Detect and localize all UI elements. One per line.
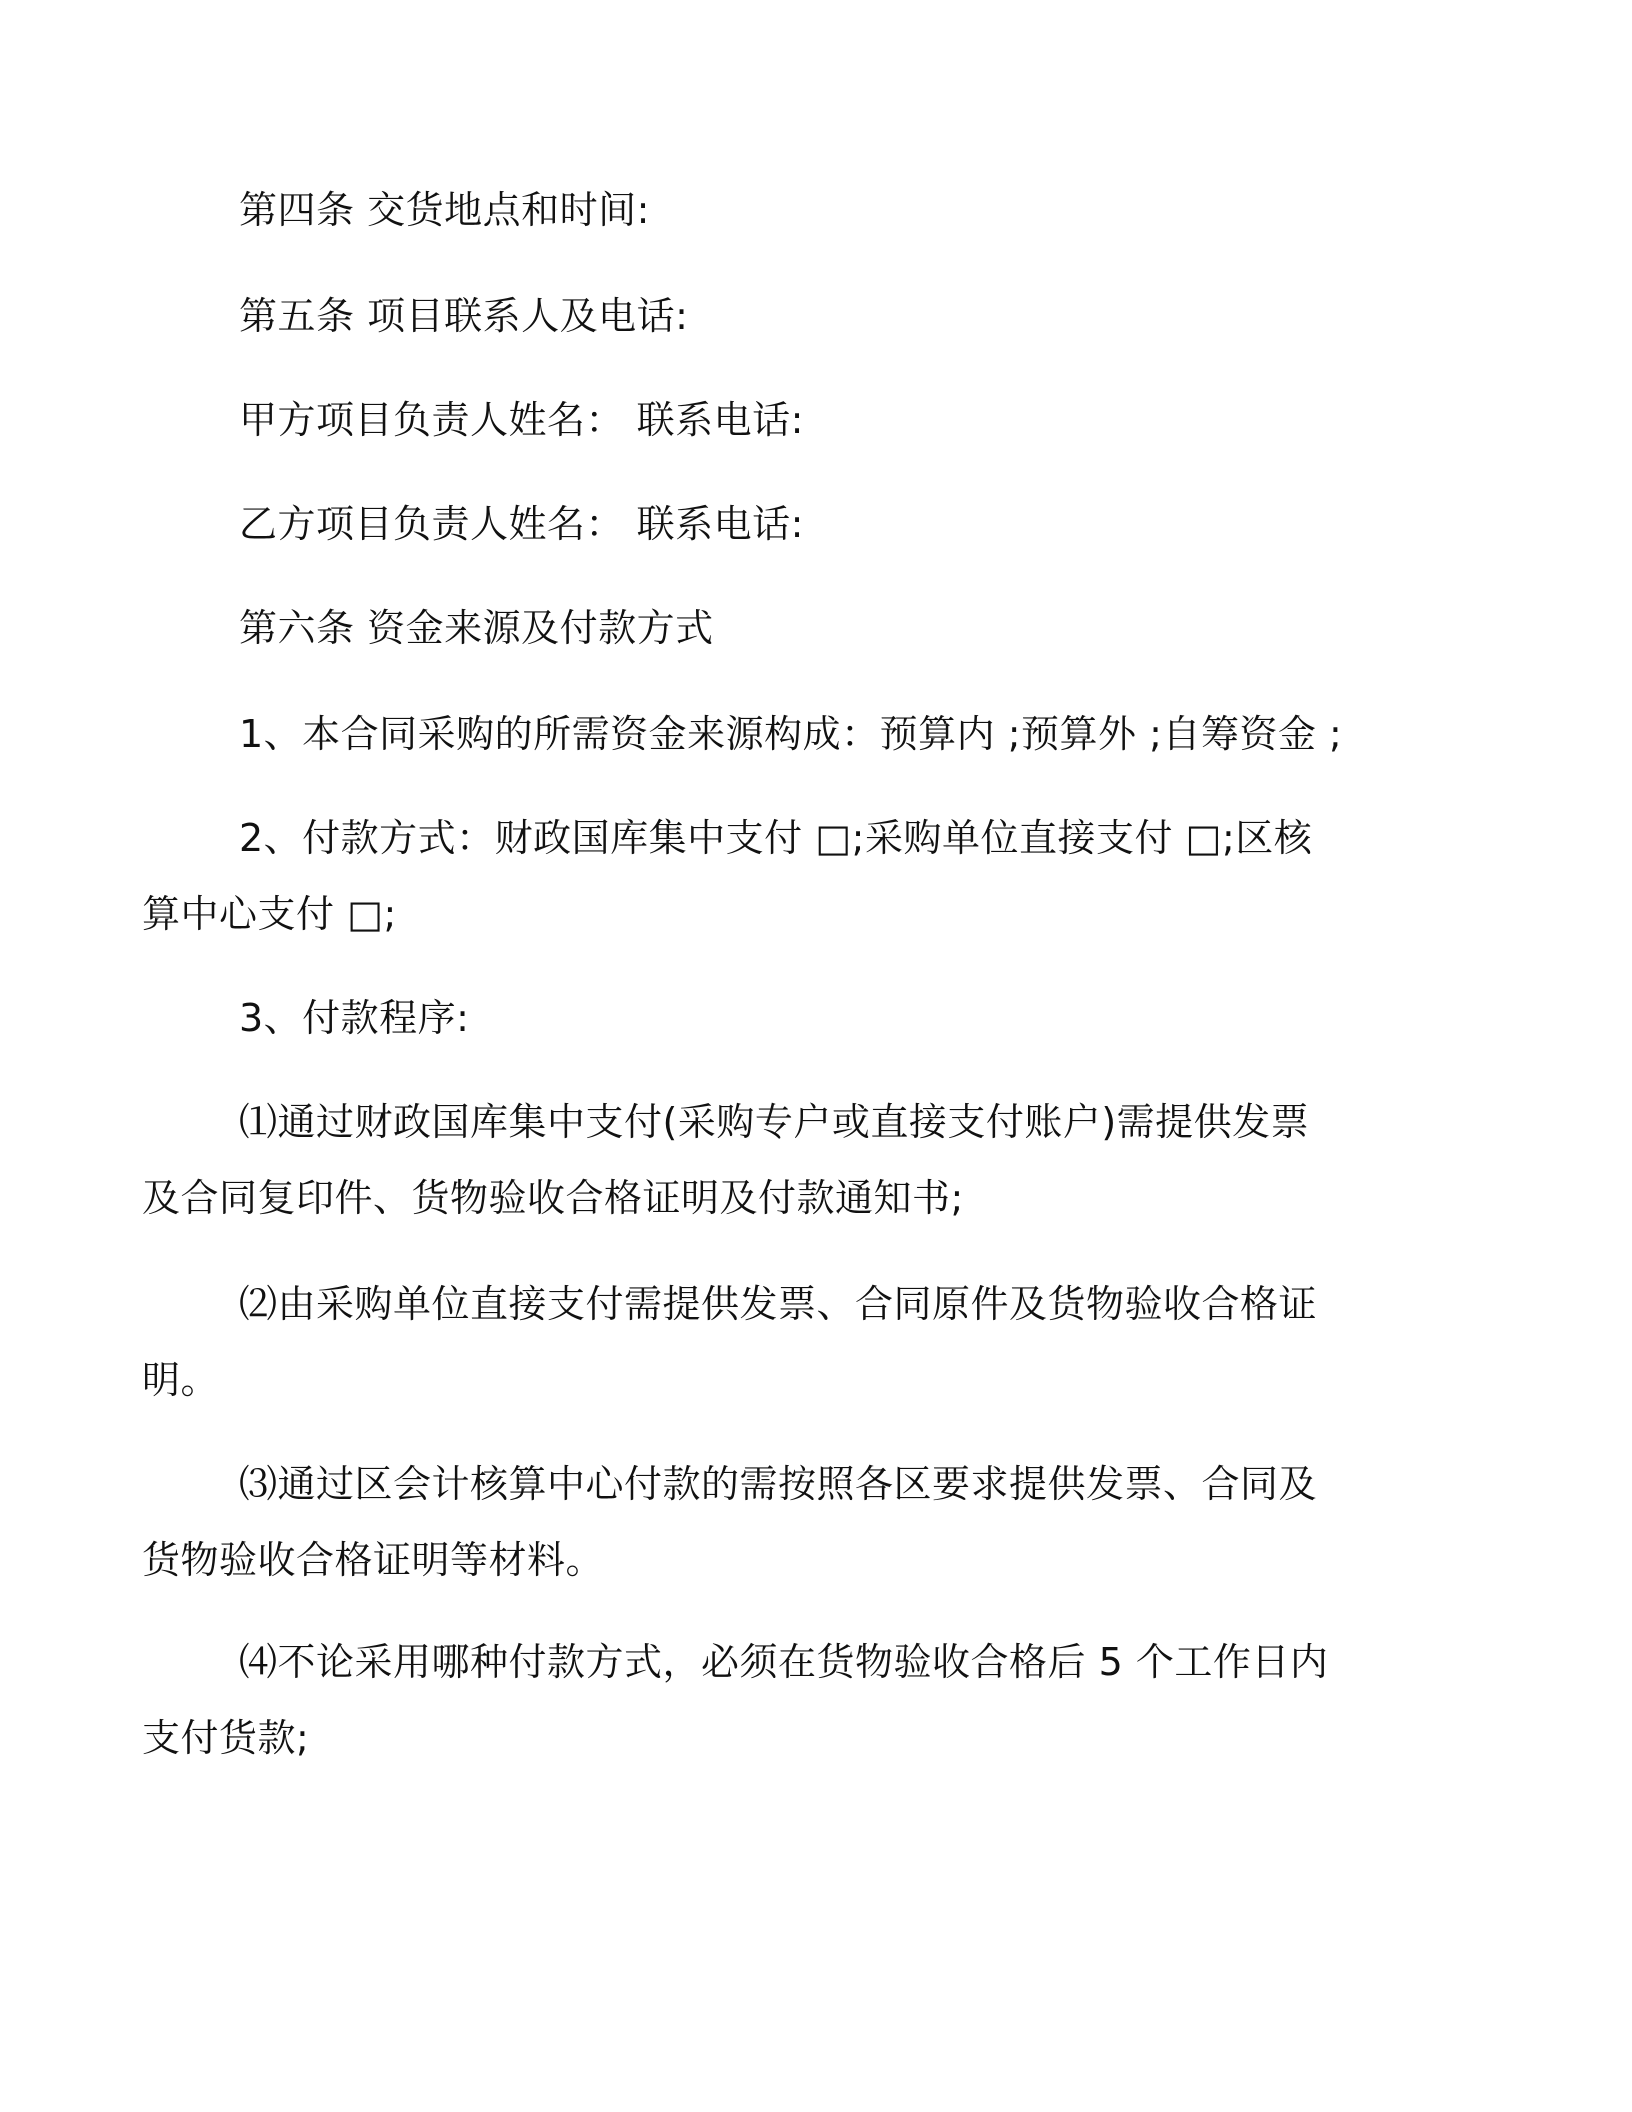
item-2-paragraph	[142, 800, 1399, 952]
sub-item-2-line-1: ⑵由采购单位直接支付需提供发票、合同原件及货物验收合格证	[239, 1282, 1318, 1326]
sub-item-4-line-2: 支付货款;	[142, 1716, 310, 1760]
article-4-text: 第四条 交货地点和时间:	[239, 188, 650, 232]
article-5-text: 第五条 项目联系人及电话:	[239, 294, 689, 338]
sub-item-1-paragraph	[142, 1084, 1399, 1236]
item-3-text: 3、付款程序:	[239, 996, 470, 1040]
article-6-heading	[239, 590, 1399, 666]
party-b-contact-text: 乙方项目负责人姓名： 联系电话:	[239, 502, 804, 546]
sub-item-1-line-2: 及合同复印件、货物验收合格证明及付款通知书;	[142, 1176, 964, 1220]
article-4-heading	[239, 172, 1399, 248]
sub-item-4-paragraph	[142, 1624, 1399, 1776]
sub-item-4-line-1: ⑷不论采用哪种付款方式，必须在货物验收合格后 5 个工作日内	[239, 1640, 1329, 1684]
article-6-text: 第六条 资金来源及付款方式	[239, 606, 714, 650]
sub-item-2-paragraph	[142, 1266, 1399, 1418]
item-2-line-1: 2、付款方式：财政国库集中支付 □;采购单位直接支付 □;区核	[239, 816, 1313, 860]
sub-item-2-line-2: 明。	[142, 1358, 220, 1402]
sub-item-3-paragraph	[142, 1446, 1399, 1598]
article-5-heading	[239, 278, 1399, 354]
item-1-text: 1、本合同采购的所需资金来源构成：预算内 ;预算外 ;自筹资金 ;	[239, 712, 1343, 756]
party-a-contact-line	[239, 382, 1399, 458]
item-1-paragraph	[239, 696, 1399, 772]
item-2-line-2: 算中心支付 □;	[142, 892, 397, 936]
item-3-paragraph	[239, 980, 1399, 1056]
sub-item-3-line-1: ⑶通过区会计核算中心付款的需按照各区要求提供发票、合同及	[239, 1462, 1318, 1506]
party-b-contact-line	[239, 486, 1399, 562]
party-a-contact-text: 甲方项目负责人姓名： 联系电话:	[239, 398, 804, 442]
sub-item-1-line-1: ⑴通过财政国库集中支付(采购专户或直接支付账户)需提供发票	[239, 1100, 1310, 1144]
sub-item-3-line-2: 货物验收合格证明等材料。	[142, 1538, 605, 1582]
